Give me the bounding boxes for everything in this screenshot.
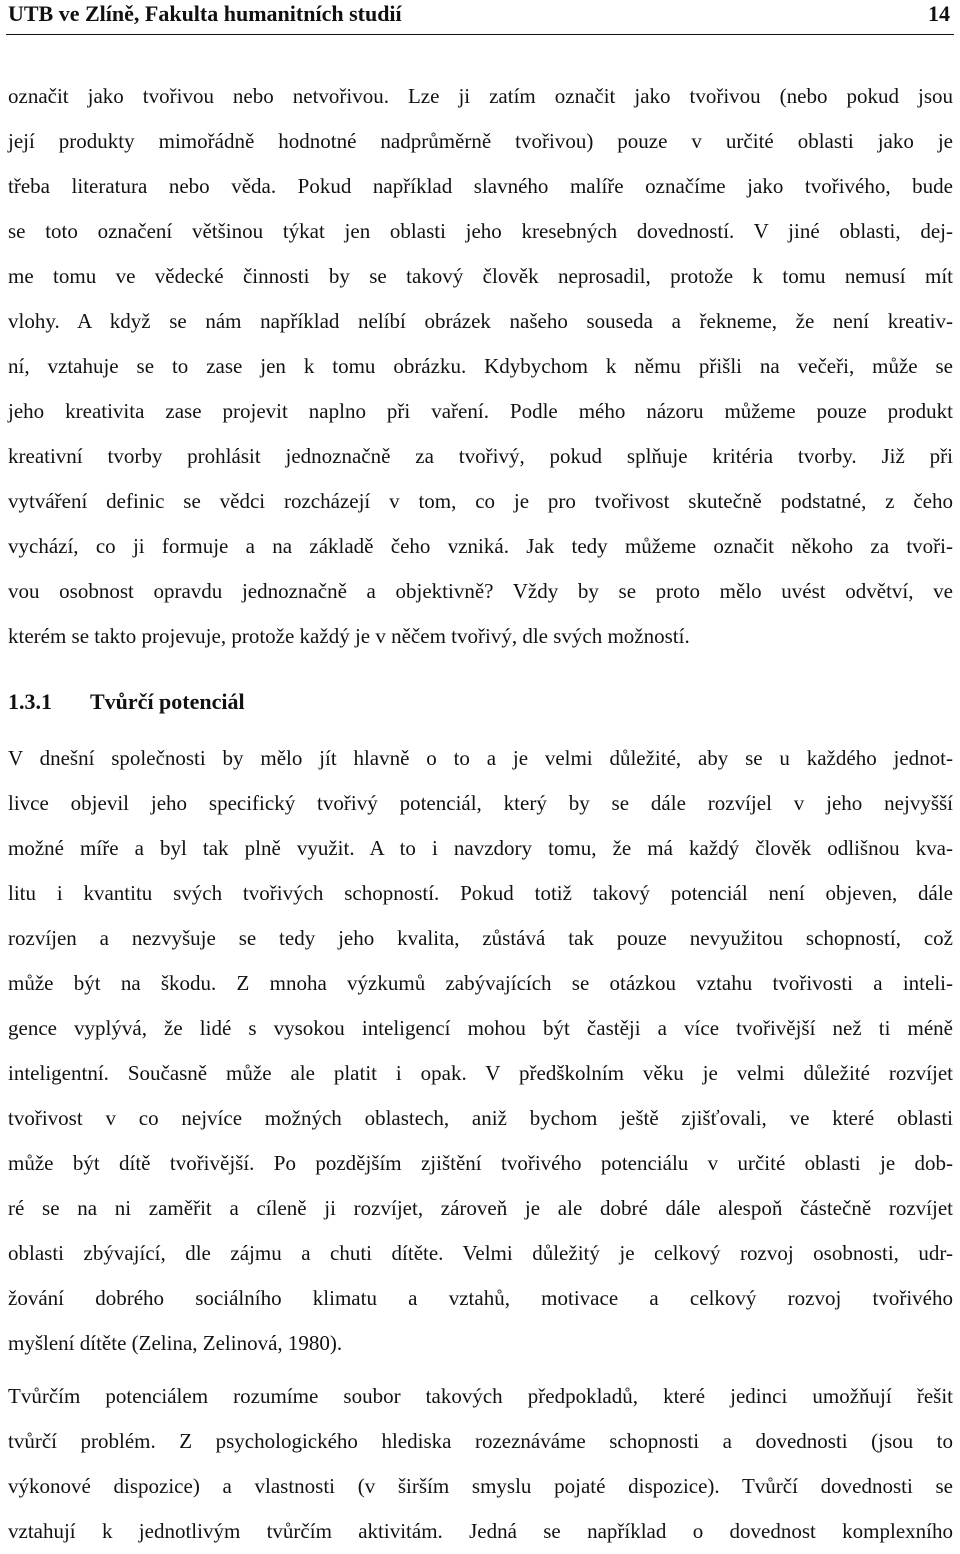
text-line: ré se na ni zaměřit a cíleně ji rozvíjet, zároveň je ale dobré dále alespoň částečně rozvíjet: [8, 1196, 953, 1220]
text-line: ní, vztahuje se to zase jen k tomu obrázku. Kdybychom k němu přišli na večeři, může se: [8, 354, 953, 378]
text-line: tvůrčí problém. Z psychologického hlediska rozeznáváme schopnosti a dovednosti (jsou to: [8, 1429, 953, 1453]
text-line: vlohy. A když se nám například nelíbí obrázek našeho souseda a řekneme, že není kreativ-: [8, 309, 953, 333]
text-line: výkonové dispozice) a vlastnosti (v širším smyslu pojaté dispozice). Tvůrčí dovednosti se: [8, 1474, 953, 1498]
text-line: vou osobnost opravdu jednoznačně a objektivně? Vždy by se proto mělo uvést odvětví, ve: [8, 579, 953, 603]
text-line: její produkty mimořádně hodnotné nadprůměrně tvořivou) pouze v určité oblasti jako je: [8, 129, 953, 153]
text-line: možné míře a byl tak plně využit. A to i navzdory tomu, že má každý člověk odlišnou kva-: [8, 836, 953, 860]
paragraph-1: [8, 74, 953, 659]
text-line: rozvíjen a nezvyšuje se tedy jeho kvalita, zůstává tak pouze nevyužitou schopností, což: [8, 926, 953, 950]
text-line: kreativní tvorby prohlásit jednoznačně za tvořivý, pokud splňuje kritéria tvorby. Již při: [8, 444, 953, 468]
header-title: UTB ve Zlíně, Fakulta humanitních studií: [8, 1, 402, 26]
text-line: vztahují k jednotlivým tvůrčím aktivitám. Jedná se například o dovednost komplexního: [8, 1519, 953, 1543]
paragraph-2: [8, 736, 953, 1366]
text-line: gence vyplývá, že lidé s vysokou inteligencí mohou být častěji a více tvořivější než ti méně: [8, 1016, 953, 1040]
text-line: V dnešní společnosti by mělo jít hlavně o to a je velmi důležité, aby se u každého jednot-: [8, 746, 953, 770]
text-line: tvořivost v co nejvíce možných oblastech, aniž bychom ještě zjišťovali, ve které oblasti: [8, 1106, 953, 1130]
text-line: inteligentní. Současně může ale platit i opak. V předškolním věku je velmi důležité rozvíjet: [8, 1061, 953, 1085]
text-line: může být dítě tvořivější. Po pozdějším zjištění tvořivého potenciálu v určité oblasti je dob-: [8, 1151, 953, 1175]
text-line: Tvůrčím potenciálem rozumíme soubor takových předpokladů, které jedinci umožňují řešit: [8, 1384, 953, 1408]
text-line: livce objevil jeho specifický tvořivý potenciál, který by se dále rozvíjel v jeho nejvyšší: [8, 791, 953, 815]
text-line: oblasti zbývající, dle zájmu a chuti dítěte. Velmi důležitý je celkový rozvoj osobnosti, udr-: [8, 1241, 953, 1265]
text-line: označit jako tvořivou nebo netvořivou. Lze ji zatím označit jako tvořivou (nebo pokud jsou: [8, 84, 953, 108]
text-line: me tomu ve vědecké činnosti by se takový člověk neprosadil, protože k tomu nemusí mít: [8, 264, 953, 288]
text-line: může být na škodu. Z mnoha výzkumů zabývajících se otázkou vztahu tvořivosti a inteli-: [8, 971, 953, 995]
text-line: myšlení dítěte (Zelina, Zelinová, 1980).: [8, 1331, 343, 1355]
text-line: vytváření definic se vědci rozcházejí v tom, co je pro tvořivost skutečně podstatné, z čeho: [8, 489, 953, 513]
text-line: kterém se takto projevuje, protože každý je v něčem tvořivý, dle svých možností.: [8, 624, 690, 648]
text-line: se toto označení většinou týkat jen oblasti jeho kresebných dovedností. V jiné oblasti, dej-: [8, 219, 953, 243]
text-line: jeho kreativita zase projevit naplno při vaření. Podle mého názoru můžeme pouze produkt: [8, 399, 953, 423]
text-line: třeba literatura nebo věda. Pokud například slavného malíře označíme jako tvořivého, bude: [8, 174, 953, 198]
text-line: litu i kvantitu svých tvořivých schopností. Pokud totiž takový potenciál není objeven, dále: [8, 881, 953, 905]
text-line: vychází, co ji formuje a na základě čeho vzniká. Jak tedy můžeme označit někoho za tvoři-: [8, 534, 953, 558]
paragraph-3: [8, 1374, 953, 1554]
section-heading: [8, 684, 245, 720]
page-header: [6, 0, 954, 35]
page-number: 14: [928, 1, 950, 26]
section-number: 1.3.1: [8, 689, 52, 714]
text-line: žování dobrého sociálního klimatu a vztahů, motivace a celkový rozvoj tvořivého: [8, 1286, 953, 1310]
section-title: Tvůrčí potenciál: [90, 689, 245, 714]
